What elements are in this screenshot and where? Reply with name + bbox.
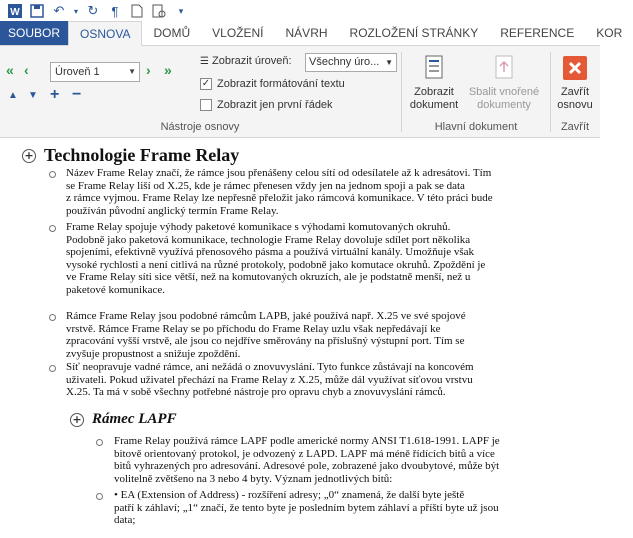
paragraph-6[interactable]: • EA (Extension of Address) - rozšíření adresy; „0“ znamená, že další byte ještě patří k záhlaví; „1“ značí, že tento byte je posledním bytem záhlaví a příští byte už jsou data;: [114, 489, 499, 527]
group-separator: [550, 52, 551, 132]
group-close-label: Zavřít: [560, 121, 590, 133]
save-icon[interactable]: [28, 2, 46, 20]
show-document-icon: [420, 54, 448, 82]
tab-file[interactable]: SOUBOR: [0, 21, 68, 45]
show-level-icon: ☰: [200, 56, 209, 67]
word-logo-icon: [6, 2, 24, 20]
chevron-down-icon: ▼: [128, 67, 136, 76]
tab-home[interactable]: DOMŮ: [153, 26, 191, 40]
print-preview-icon[interactable]: [150, 2, 168, 20]
move-down-icon[interactable]: ▼: [28, 90, 38, 101]
collapse-icon[interactable]: −: [72, 86, 82, 103]
collapse-subdocuments-icon: [490, 54, 518, 82]
undo-dropdown-icon[interactable]: ▾: [73, 6, 78, 16]
ribbon-tabs: [0, 22, 623, 46]
group-outline-tools-label: Nástroje osnovy: [160, 121, 240, 133]
quick-access-toolbar: [0, 0, 600, 22]
close-outline-button[interactable]: Zavřít osnovu: [552, 54, 598, 112]
paragraph-2[interactable]: Frame Relay spojuje výhody paketové komunikace s výhodami komutovaných okruhů. Podobně jako paketová komunikace, technologie Frame Relay dovoluje sdílet port několika spojeními, efektivně využívá přenosového pásma a používá virtuální kanály. Umožňuje však vysoké rychlosti a není citlivá na různé protokoly, podobně jako komutace okruhů. Zpoždění je ve Frame Relay síti sice větší, než na komutovaných okruzích, ale je podstatně menší, než u paketové komunikace.: [66, 221, 486, 296]
tab-layout[interactable]: ROZLOŽENÍ STRÁNKY: [349, 26, 479, 40]
new-document-icon[interactable]: [128, 2, 146, 20]
show-document-button[interactable]: Zobrazit dokument: [406, 54, 462, 112]
redo-icon[interactable]: ↻: [87, 3, 99, 18]
show-formatting-checkbox[interactable]: ✓: [201, 78, 211, 89]
expand-heading-icon[interactable]: +: [70, 413, 84, 427]
demote-to-body-icon[interactable]: »: [164, 62, 172, 78]
promote-icon[interactable]: ‹: [24, 62, 29, 78]
demote-icon[interactable]: ›: [146, 62, 151, 78]
body-bullet-icon[interactable]: [49, 314, 56, 321]
promote-to-heading1-icon[interactable]: «: [6, 62, 14, 78]
body-bullet-icon[interactable]: [96, 493, 103, 500]
undo-icon[interactable]: ↶: [53, 3, 65, 18]
heading-2-text: Rámec LAPF: [92, 411, 177, 427]
tab-design[interactable]: NÁVRH: [285, 26, 328, 40]
svg-text:W: W: [10, 7, 20, 18]
paragraph-1[interactable]: Název Frame Relay značí, že rámce jsou přenášeny celou sítí od odesílatele až k adresátovi. Tím se Frame Relay liší od X.25, kde je rámec přenesen vždy jen na jednom spoji a pak se data z rámce vyjmou. Frame Relay lze nepřesně přeložit jako rámcová komunikace. V této práci bude používán původní anglický termín Frame Relay.: [66, 167, 493, 217]
paragraph-marks-icon[interactable]: ¶: [111, 3, 119, 19]
document-area[interactable]: [0, 139, 600, 538]
heading-1-row[interactable]: [22, 145, 239, 166]
show-formatting-row[interactable]: ✓ Zobrazit formátování textu: [201, 78, 345, 90]
body-bullet-icon[interactable]: [49, 365, 56, 372]
group-separator: [401, 52, 402, 132]
paragraph-5[interactable]: Frame Relay používá rámce LAPF podle americké normy ANSI T1.618-1991. LAPF je bitově orientovaný protokol, je odvozený z LAPD. LAPF má méně řídících bitů a více bitů vyhrazených pro adresování. Adresové pole, zobrazené jako dvoubytové, může být volitelně zvětšeno na 3 nebo 4 byty. Význam jednotlivých bitů:: [114, 435, 500, 485]
show-first-line-checkbox[interactable]: [200, 99, 212, 111]
body-bullet-icon[interactable]: [96, 439, 103, 446]
tab-outline[interactable]: OSNOVA: [68, 21, 142, 46]
collapse-subdocuments-button[interactable]: Sbalit vnořené dokumenty: [464, 54, 544, 112]
expand-heading-icon[interactable]: +: [22, 149, 36, 163]
heading-2-row[interactable]: [70, 411, 177, 428]
tab-references[interactable]: REFERENCE: [500, 26, 575, 40]
chevron-down-icon: ▼: [385, 58, 393, 67]
expand-icon[interactable]: +: [50, 86, 60, 103]
tab-review[interactable]: KOR: [596, 26, 623, 40]
ribbon: [0, 46, 600, 138]
paragraph-3[interactable]: Rámce Frame Relay jsou podobné rámcům LAPB, jaké používá např. X.25 ve své spojové vrstvě. Rámce Frame Relay se po příchodu do Frame Relay uzlu však nepředávají ke zpracování vyšší vrstvě, ale jsou co nejdříve směrovány na příslušný výstupní port. Tím se zvyšuje propustnost a snižuje zpoždění.: [66, 310, 466, 360]
customize-toolbar-icon[interactable]: ▾: [178, 5, 184, 16]
group-master-document-label: Hlavní dokument: [434, 121, 518, 133]
show-first-line-row[interactable]: Zobrazit jen první řádek: [200, 99, 333, 111]
tab-insert[interactable]: VLOŽENÍ: [212, 26, 264, 40]
body-bullet-icon[interactable]: [49, 225, 56, 232]
close-icon: [561, 54, 589, 82]
heading-1-text: Technologie Frame Relay: [44, 145, 240, 165]
show-level-label: ☰ Zobrazit úroveň:: [200, 55, 292, 67]
paragraph-4[interactable]: Síť neopravuje vadné rámce, ani nežádá o znovuvyslání. Tyto funkce zůstávají na koncovém uživateli. Pokud uživatel přechází na Frame Relay z X.25, může dál využívat síťovou vrstvu X.25. Ta má v sobě všechny potřebné nástroje pro opravu chyb a znovuvyslání rámců.: [66, 361, 474, 399]
move-up-icon[interactable]: ▲: [8, 90, 18, 101]
body-bullet-icon[interactable]: [49, 171, 56, 178]
show-level-select[interactable]: Všechny úro... ▼: [305, 53, 397, 72]
outline-level-select[interactable]: Úroveň 1 ▼: [50, 62, 140, 82]
